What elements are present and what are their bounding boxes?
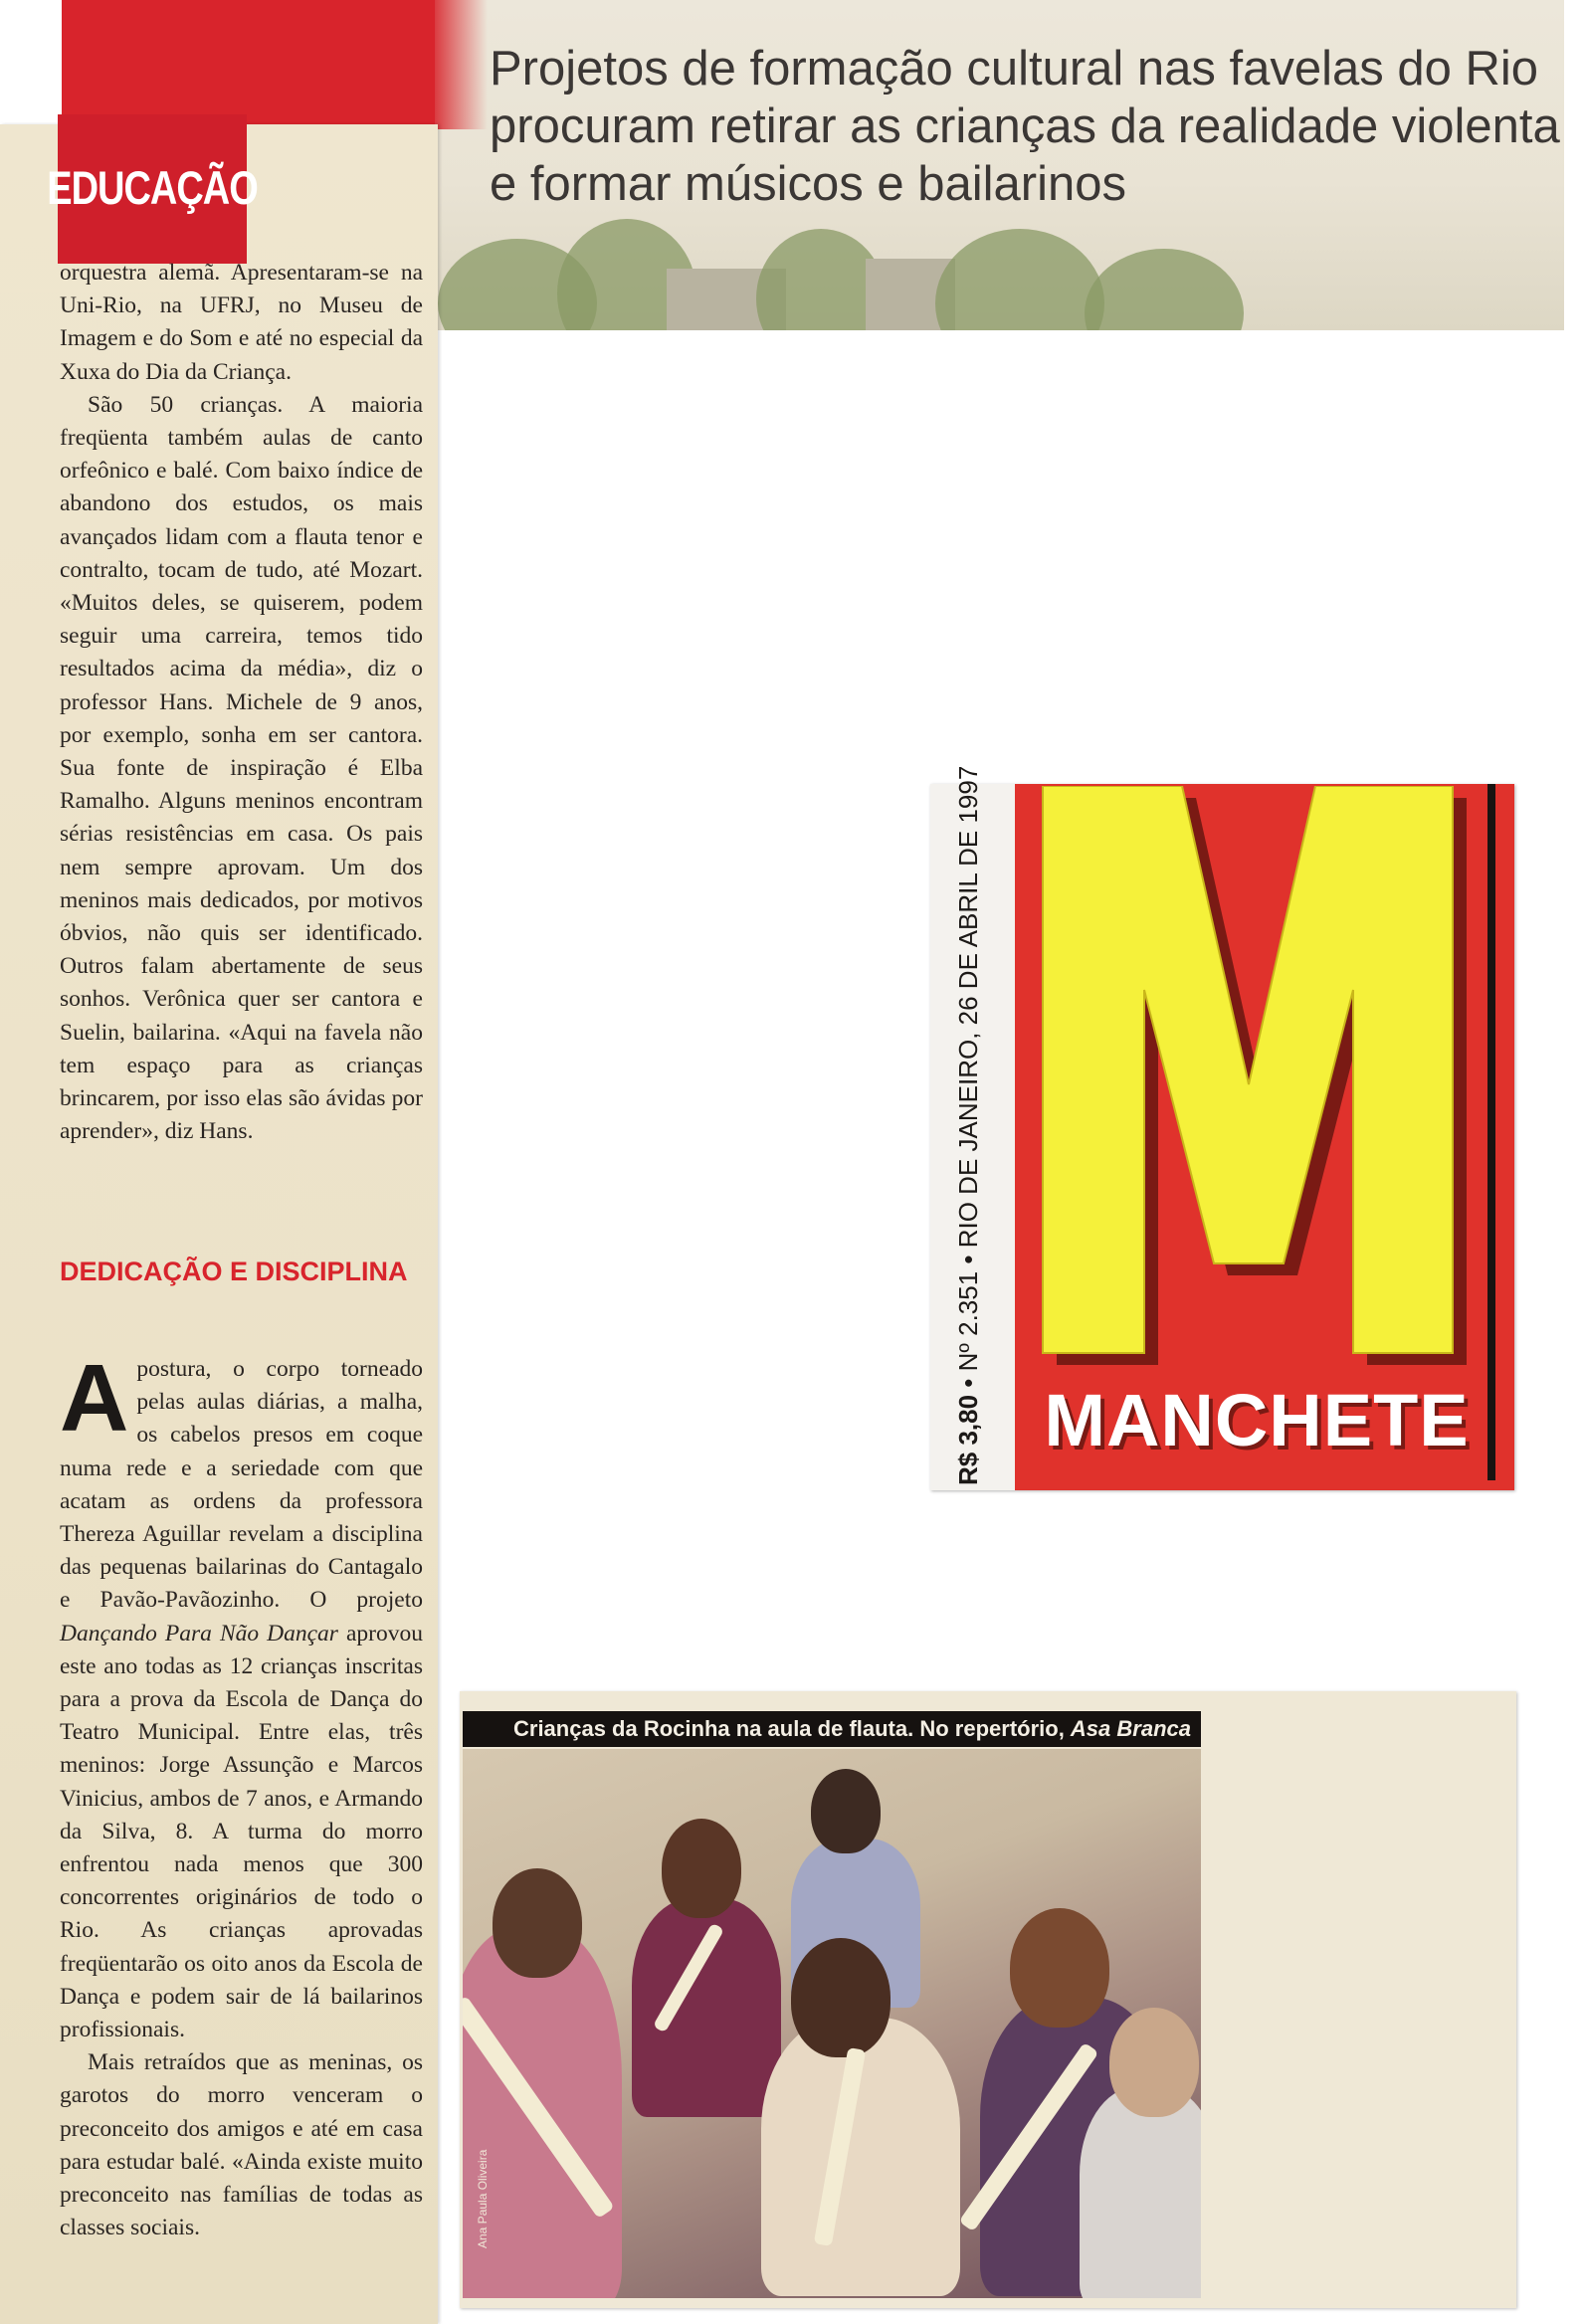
brand-wordmark: MANCHETE [1044, 1379, 1470, 1461]
photo-credit: Ana Paula Oliveira [476, 2149, 490, 2248]
caption-text: Crianças da Rocinha na aula de flauta. No repertório, [513, 1716, 1071, 1741]
caption-song: Asa Branca [1070, 1716, 1191, 1741]
issue-line: • Nº 2.351 • RIO DE JANEIRO, 26 DE ABRIL DE 1997 [953, 765, 983, 1395]
section-tag: EDUCAÇÃO [58, 114, 247, 264]
photo-caption [463, 1711, 1201, 1747]
manchete-m-logo [1005, 786, 1492, 1368]
paragraph: Mais retraídos que as meninas, os garotos do morro venceram o preconceito dos amigos e até em casa para estudar balé. «Ainda existe muito preconceito nas famílias de todas as classes sociais. [60, 2049, 423, 2241]
paragraph-text: aprovou este ano todas as 12 crianças inscritas para a prova da Escola de Dança do Teatro Municipal. Entre elas, três meninos: Jorge Assunção e Marcos Vinicius, ambos de 7 anos, e Armando da Silva, 8. A turma do morro enfrentou nada menos que 300 concorrentes originários de todo o Rio. As crianças aprovadas freqüentarão os oito anos da Escola de Dança e podem sair de lá bailarinos profissionais. [60, 1620, 424, 2043]
article-text-bottom [60, 1345, 424, 2244]
paragraph-text: postura, o corpo torneado pelas aulas diárias, a malha, os cabelos presos em coque numa rede e a seriedade com que acatam as ordens da professora Thereza Aguillar revelam a disciplina das pequenas bailarinas do Cantagalo e Pavão-Pavãozinho. O projeto [60, 1356, 423, 1614]
paragraph [60, 1345, 424, 2046]
headline: Projetos de formação cultural nas favelas do Rio procuram retirar as crianças da realidade violenta e formar músicos e bailarinos [490, 42, 1560, 211]
issue-info [953, 765, 993, 1485]
project-name: Dançando Para Não Dançar [60, 1620, 338, 1646]
header-red-band [62, 0, 435, 129]
article-text-top [60, 257, 423, 1148]
price: R$ 3,80 [953, 1394, 983, 1485]
header-red-fade [428, 0, 488, 129]
paragraph: São 50 crianças. A maioria freqüenta também aulas de canto orfeônico e balé. Com baixo índice de abandono dos estudos, os mais avançados lidam com a flauta tenor e contralto, tocam de tudo, até Mozart. «Muitos deles, se quiserem, podem seguir uma carreira, temos tido resultados acima da média», diz o professor Hans. Michele de 9 anos, por exemplo, sonha em ser cantora. Sua fonte de inspiração é Elba Ramalho. Alguns meninos encontram sérias resistências em casa. Os pais nem sempre aprovam. Um dos meninos mais dedicados, por motivos óbvios, não quis ser identificado. Outros falam abertamente de seus sonhos. Verônica quer ser cantora e Suelin, bailarina. «Aqui na favela não tem espaço para as crianças brincarem, por isso elas são ávidas por aprender», diz Hans. [60, 391, 423, 1145]
drop-cap: A [60, 1345, 129, 1452]
subheading: DEDICAÇÃO E DISCIPLINA [60, 1257, 408, 1286]
header-background-photo [438, 199, 1293, 330]
classroom-photo [463, 1749, 1201, 2298]
paragraph: orquestra alemã. Apresentaram-se na Uni-Rio, na UFRJ, no Museu de Imagem e do Som e até no especial da Xuxa do Dia da Criança. [60, 260, 423, 385]
